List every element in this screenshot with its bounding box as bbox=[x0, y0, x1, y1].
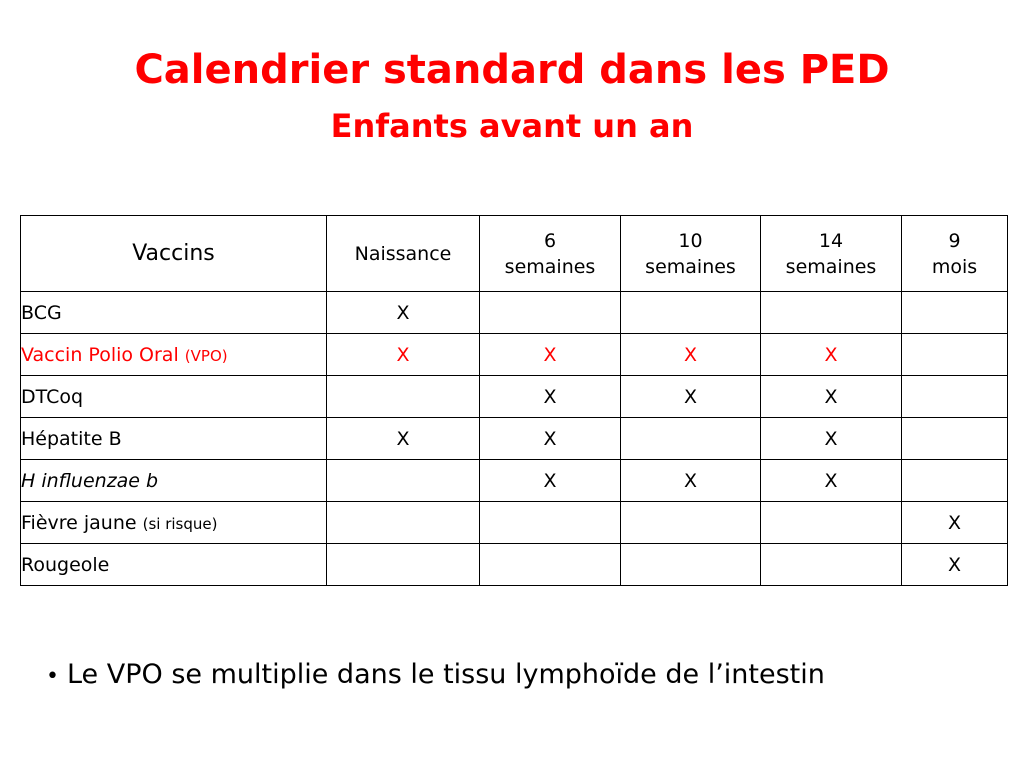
table-row-vpo bbox=[21, 334, 1008, 376]
table-row-bcg bbox=[21, 292, 1008, 334]
cell-dtcoq-6-semaines: X bbox=[480, 376, 621, 418]
cell-hepb-10-semaines bbox=[621, 418, 761, 460]
header-9-number: 9 bbox=[948, 229, 961, 252]
vaccine-label: H influenzae b bbox=[21, 469, 159, 492]
cell-rougeole-14-semaines bbox=[761, 544, 902, 586]
cell-fj-6-semaines bbox=[480, 502, 621, 544]
header-10-unit: semaines bbox=[645, 255, 736, 278]
vaccine-label: Rougeole bbox=[21, 553, 110, 576]
cell-fj-9-mois: X bbox=[902, 502, 1008, 544]
cell-bcg-10-semaines bbox=[621, 292, 761, 334]
header-6-semaines bbox=[480, 216, 621, 292]
table-row-rougeole bbox=[21, 544, 1008, 586]
cell-vpo-naissance: X bbox=[327, 334, 480, 376]
cell-hib-9-mois bbox=[902, 460, 1008, 502]
cell-hepb-14-semaines: X bbox=[761, 418, 902, 460]
header-10-number: 10 bbox=[678, 229, 703, 252]
cell-bcg-9-mois bbox=[902, 292, 1008, 334]
header-vaccins: Vaccins bbox=[21, 216, 327, 292]
vaccine-name-bcg bbox=[21, 292, 327, 334]
cell-hib-10-semaines: X bbox=[621, 460, 761, 502]
header-9-unit: mois bbox=[931, 255, 978, 278]
table-header-row bbox=[21, 216, 1008, 292]
cell-fj-10-semaines bbox=[621, 502, 761, 544]
cell-hib-14-semaines: X bbox=[761, 460, 902, 502]
vaccine-label: Vaccin Polio Oral bbox=[21, 343, 179, 366]
header-naissance: Naissance bbox=[327, 216, 480, 292]
cell-rougeole-6-semaines bbox=[480, 544, 621, 586]
vaccine-label: Fièvre jaune bbox=[21, 511, 137, 534]
vaccine-label: Hépatite B bbox=[21, 427, 122, 450]
vaccine-name-dtcoq bbox=[21, 376, 327, 418]
header-14-unit: semaines bbox=[785, 255, 877, 278]
cell-rougeole-10-semaines bbox=[621, 544, 761, 586]
cell-dtcoq-10-semaines: X bbox=[621, 376, 761, 418]
cell-hib-naissance bbox=[327, 460, 480, 502]
table-row-hib bbox=[21, 460, 1008, 502]
vaccine-note: (si risque) bbox=[142, 514, 218, 533]
vaccine-label: DTCoq bbox=[21, 385, 84, 408]
cell-bcg-14-semaines bbox=[761, 292, 902, 334]
cell-fj-naissance bbox=[327, 502, 480, 544]
vaccine-note: (VPO) bbox=[184, 346, 228, 365]
cell-dtcoq-9-mois bbox=[902, 376, 1008, 418]
cell-fj-14-semaines bbox=[761, 502, 902, 544]
header-6-number: 6 bbox=[543, 229, 557, 252]
header-14-number: 14 bbox=[818, 229, 844, 252]
slide-title: Calendrier standard dans les PED bbox=[134, 47, 890, 93]
cell-rougeole-naissance bbox=[327, 544, 480, 586]
cell-hepb-6-semaines: X bbox=[480, 418, 621, 460]
cell-rougeole-9-mois: X bbox=[902, 544, 1008, 586]
vaccine-name-fievre-jaune bbox=[21, 502, 327, 544]
cell-dtcoq-14-semaines: X bbox=[761, 376, 902, 418]
header-6-unit: semaines bbox=[504, 255, 596, 278]
cell-hib-6-semaines: X bbox=[480, 460, 621, 502]
vaccine-label: BCG bbox=[21, 301, 62, 324]
vaccination-schedule-table bbox=[20, 215, 1008, 586]
slide-subtitle: Enfants avant un an bbox=[330, 107, 694, 145]
table-row-fievre-jaune bbox=[21, 502, 1008, 544]
vaccine-name-rougeole bbox=[21, 544, 327, 586]
vaccine-name-hepatite-b bbox=[21, 418, 327, 460]
header-14-semaines bbox=[761, 216, 902, 292]
cell-hepb-9-mois bbox=[902, 418, 1008, 460]
cell-bcg-naissance: X bbox=[327, 292, 480, 334]
cell-vpo-6-semaines: X bbox=[480, 334, 621, 376]
cell-bcg-6-semaines bbox=[480, 292, 621, 334]
cell-dtcoq-naissance bbox=[327, 376, 480, 418]
vaccine-name-vpo bbox=[21, 334, 327, 376]
header-9-mois bbox=[902, 216, 1008, 292]
table-row-dtcoq bbox=[21, 376, 1008, 418]
bullet-symbol: • bbox=[46, 664, 59, 689]
cell-vpo-10-semaines: X bbox=[621, 334, 761, 376]
table-row-hepatite-b bbox=[21, 418, 1008, 460]
cell-vpo-14-semaines: X bbox=[761, 334, 902, 376]
vaccine-name-hib bbox=[21, 460, 327, 502]
bullet-text: Le VPO se multiplie dans le tissu lymphoïde de l’intestin bbox=[66, 659, 825, 690]
bullet-note bbox=[46, 655, 825, 697]
cell-hepb-naissance: X bbox=[327, 418, 480, 460]
cell-vpo-9-mois bbox=[902, 334, 1008, 376]
header-10-semaines bbox=[621, 216, 761, 292]
